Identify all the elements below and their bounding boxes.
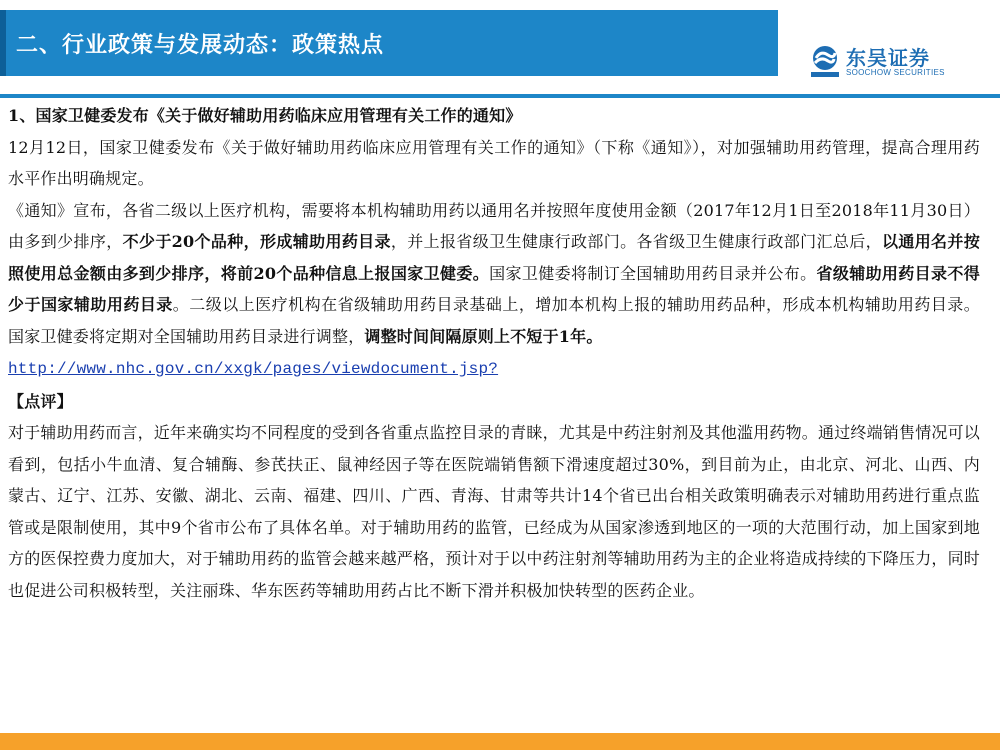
emphasis-text: 以通用名并按照使用总金额由多到少排序，将前20个品种信息上报国家卫健委。 bbox=[8, 232, 980, 283]
body-text: 。二级以上医疗机构在省级辅助用药目录基础上，增加本机构上报的辅助用药品种，形成本机构辅助用药目录。国家卫健委将定期对全国辅助用药目录进行调整， bbox=[8, 295, 980, 346]
logo-mark-icon bbox=[808, 44, 842, 78]
body-text: ，并上报省级卫生健康行政部门。各省级卫生健康行政部门汇总后， bbox=[390, 232, 882, 251]
emphasis-text: 不少于20个品种，形成辅助用药目录 bbox=[122, 232, 391, 251]
paragraph-announcement: 12月12日，国家卫健委发布《关于做好辅助用药临床应用管理有关工作的通知》（下称《通知》），对加强辅助用药管理，提高合理用药水平作出明确规定。 bbox=[8, 137, 980, 188]
comment-label: 【点评】 bbox=[8, 391, 73, 411]
header-accent bbox=[0, 10, 6, 76]
paragraph-comment: 对于辅助用药而言，近年来确实均不同程度的受到各省重点监控目录的青睐，尤其是中药注射剂及其他滥用药物。通过终端销售情况可以看到，包括小牛血清、复合辅酶、参芪扶正、鼠神经因子等在医院端销售额下滑速度超过30%，到目前为止，由北京、河北、山西、内蒙古、辽宁、江苏、安徽、湖北、云南、福建、四川、广西、青海、甘肃等共计14个省已出台相关政策明确表示对辅助用药进行重点监管或是限制使用，其中9个省市公布了具体名单。对于辅助用药的监管，已经成为从国家渗透到地区的一项的大范围行动，加上国家到地方的医保控费力度加大，对于辅助用药的监管会越来越严格，预计对于以中药注射剂等辅助用药为主的企业将造成持续的下降压力，同时也促进公司积极转型，关注丽珠、华东医药等辅助用药占比不断下滑并积极加快转型的医药企业。 bbox=[8, 423, 981, 600]
company-logo bbox=[808, 44, 988, 84]
paragraph-details bbox=[8, 195, 980, 353]
logo-name: 东吴证券 bbox=[846, 46, 930, 70]
main-content bbox=[8, 100, 980, 606]
source-link[interactable]: http://www.nhc.gov.cn/xxgk/pages/viewdocument.jsp? bbox=[8, 360, 499, 378]
logo-subtitle: SOOCHOW SECURITIES bbox=[846, 68, 945, 77]
body-text: 国家卫健委将制订全国辅助用药目录并公布。 bbox=[489, 263, 817, 283]
body-text: 《通知》宣布，各省二级以上医疗机构，需要将本机构辅助用药以通用名并按照年度使用金额（2017年12月1日至2018年11月30日）由多到少排序， bbox=[8, 200, 980, 251]
section-heading: 1、国家卫健委发布《关于做好辅助用药临床应用管理有关工作的通知》 bbox=[8, 106, 522, 125]
emphasis-text: 调整时间间隔原则上不短于1年。 bbox=[364, 326, 603, 346]
page-title: 二、行业政策与发展动态：政策热点 bbox=[16, 33, 385, 58]
header-bar bbox=[0, 10, 778, 76]
footer-bar bbox=[0, 733, 1000, 750]
header-rule bbox=[0, 94, 1000, 98]
emphasis-text: 省级辅助用药目录不得少于国家辅助用药目录 bbox=[8, 263, 980, 314]
